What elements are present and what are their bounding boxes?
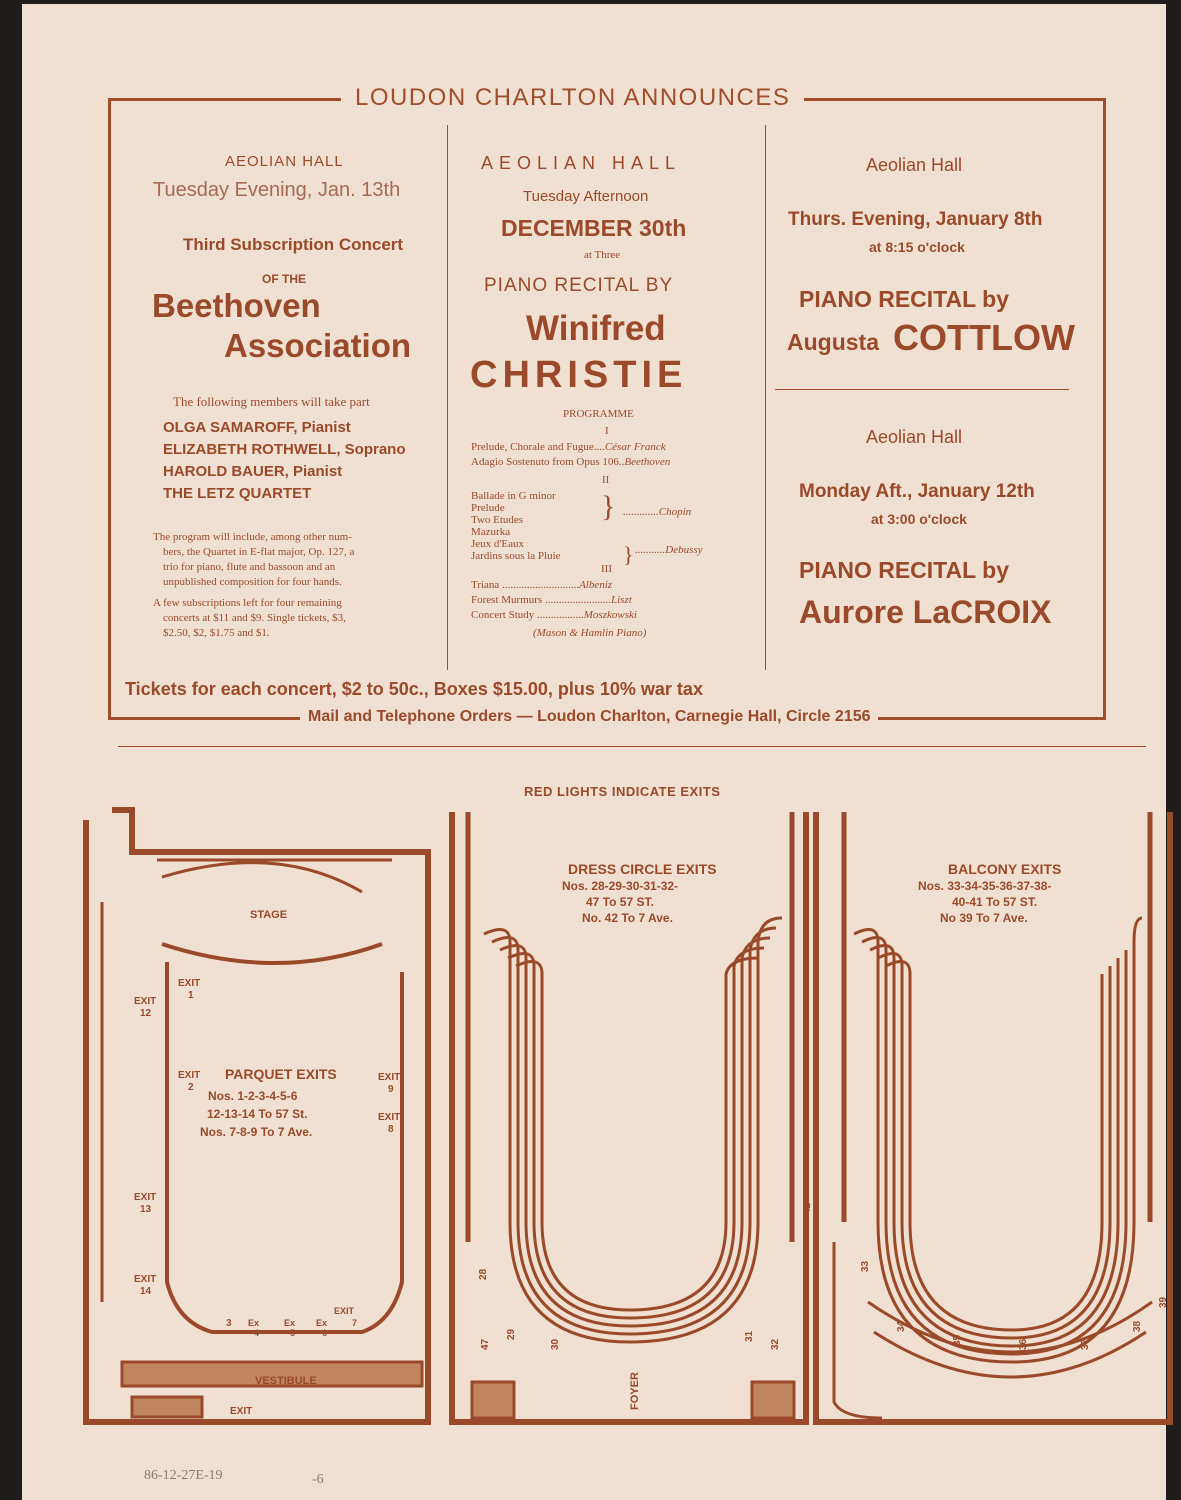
programme-item: Jeux d'Eaux (471, 538, 524, 550)
col1-member: OLGA SAMAROFF, Pianist (163, 419, 351, 436)
programme-item: Prelude (471, 502, 505, 514)
col2-recital: PIANO RECITAL BY (484, 275, 674, 296)
col3-artist1-last: COTTLOW (893, 317, 1075, 358)
col3-date1: Thurs. Evening, January 8th (788, 209, 1043, 230)
exit-number: 30 (550, 1338, 561, 1350)
col2-programme: PROGRAMME (563, 408, 634, 420)
programme-composer: ...........Debussy (635, 544, 703, 556)
exit-number: 14 (140, 1286, 152, 1297)
balcony-line: 40-41 To 57 ST. (952, 895, 1038, 909)
column-divider (765, 125, 766, 670)
dress-line: Nos. 28-29-30-31-32- (562, 879, 679, 893)
col3-divider (775, 389, 1069, 390)
exit-number: 8 (388, 1124, 394, 1135)
parquet-line: 12-13-14 To 57 St. (207, 1107, 308, 1121)
col2-hall: AEOLIAN HALL (481, 153, 682, 173)
col3-date2: Monday Aft., January 12th (799, 481, 1035, 502)
exit-number: 12 (140, 1008, 152, 1019)
exit-number: 39 (1158, 1296, 1169, 1308)
exit-number: 5 (290, 1328, 296, 1338)
programme-item: Adagio Sostenuto from Opus 106..Beethoven (471, 456, 671, 468)
vestibule-label: VESTIBULE (255, 1375, 317, 1387)
col1-date: Tuesday Evening, Jan. 13th (153, 179, 401, 201)
col3-artist1-first: Augusta (787, 329, 879, 355)
mail-orders: Mail and Telephone Orders — Loudon Charlton, Carnegie Hall, Circle 2156 (300, 708, 878, 726)
dress-title: DRESS CIRCLE EXITS (568, 861, 717, 877)
exit-number: 3 (226, 1318, 232, 1329)
col1-subs-line: concerts at $11 and $9. Single tickets, $3, (163, 612, 346, 624)
programme-composer: .............Chopin (623, 506, 692, 518)
balcony-line: No 39 To 7 Ave. (940, 911, 1028, 925)
exit-number: 2 (188, 1082, 194, 1093)
balcony-line: Nos. 33-34-35-36-37-38- (918, 879, 1052, 893)
col1-program-line: The program will include, among other num- (153, 531, 352, 543)
col2-time: at Three (584, 249, 621, 261)
exit-number: 36 (1018, 1338, 1029, 1350)
exit-number: 35 (952, 1334, 963, 1346)
foyer-label: FOYER (629, 1372, 641, 1410)
dress-line: No. 42 To 7 Ave. (582, 911, 673, 925)
announcement-header: LOUDON CHARLTON ANNOUNCES (341, 84, 804, 112)
exit-number: 29 (506, 1328, 517, 1340)
balcony-title: BALCONY EXITS (948, 861, 1062, 877)
col1-name2: Association (224, 327, 412, 364)
col2-last: CHRISTIE (470, 354, 688, 396)
col1-hall: AEOLIAN HALL (225, 153, 344, 170)
col1-members-intro: The following members will take part (173, 394, 370, 409)
plan-title: RED LIGHTS INDICATE EXITS (524, 784, 721, 799)
exit-number: 47 (480, 1338, 491, 1350)
col1-name1: Beethoven (152, 287, 321, 324)
exit-number: 1 (188, 990, 194, 1001)
stage-label: STAGE (250, 909, 288, 921)
exit-number: 34 (896, 1320, 907, 1332)
exit-label: EXIT (178, 978, 201, 989)
exit-label: EXIT (134, 1192, 157, 1203)
ticket-prices: Tickets for each concert, $2 to 50c., Boxes $15.00, plus 10% war tax (125, 679, 703, 699)
exit-label: EXIT (134, 996, 157, 1007)
handwritten-catalog-note: 86-12-27E-19 (144, 1468, 223, 1483)
col3-artist2: Aurore LaCROIX (799, 594, 1052, 630)
col2-part2: II (602, 474, 610, 486)
col3-time2: at 3:00 o'clock (871, 511, 967, 527)
exit-label: EXIT (178, 1070, 201, 1081)
exit-number: 4 (254, 1328, 260, 1338)
parquet-line: Nos. 1-2-3-4-5-6 (208, 1089, 298, 1103)
exit-number: 32 (770, 1338, 781, 1350)
programme-item: Forest Murmurs ........................Liszt (471, 594, 632, 606)
col3-time1: at 8:15 o'clock (869, 239, 965, 255)
exit-number: 6 (322, 1328, 328, 1338)
exit-label: EXIT (134, 1274, 157, 1285)
col1-concert: Third Subscription Concert (183, 235, 404, 254)
ex-label: Ex (248, 1318, 260, 1328)
col3-recital2: PIANO RECITAL by (799, 557, 1009, 583)
handwritten-page-note: -6 (312, 1472, 324, 1487)
col2-part1: I (605, 425, 609, 437)
col1-program-line: unpublished composition for four hands. (163, 576, 342, 588)
programme-item: Two Etudes (471, 514, 524, 526)
col2-piano: (Mason & Hamlin Piano) (533, 627, 647, 639)
parquet-title: PARQUET EXITS (225, 1066, 337, 1082)
programme-item: Prelude, Chorale and Fugue....César Franck (471, 441, 666, 453)
debussy-brace: } (623, 542, 634, 567)
col1-program-line: trio for piano, flute and bassoon and an (163, 561, 336, 573)
programme-item: Ballade in G minor (471, 490, 556, 502)
col2-part3: III (601, 563, 612, 575)
exit-number: 9 (388, 1084, 394, 1095)
exit-number: 38 (1132, 1320, 1143, 1332)
exit-number: 13 (140, 1204, 152, 1215)
programme-item: Triana ............................Albeniz (471, 579, 613, 591)
section-divider (118, 746, 1146, 747)
col1-subs-line: $2.50, $2, $1.75 and $1. (163, 627, 270, 639)
programme-item: Concert Study .................Moszkowski (471, 609, 637, 621)
parquet-exit-labels (134, 978, 400, 1417)
col1-of-the: OF THE (262, 272, 306, 286)
column-divider (447, 125, 448, 670)
exit-label: EXIT (378, 1072, 401, 1083)
col2-first: Winifred (526, 309, 666, 348)
col1-subs-line: A few subscriptions left for four remaining (153, 597, 342, 609)
program-page (22, 4, 1169, 1500)
col3-hall1: Aeolian Hall (866, 155, 963, 175)
programme-item: Jardins sous la Pluie (471, 550, 561, 562)
col2-date: DECEMBER 30th (501, 215, 687, 241)
col3-hall2: Aeolian Hall (866, 427, 963, 447)
ex-label: Ex (284, 1318, 296, 1328)
exit-number: 31 (744, 1330, 755, 1342)
exit-label: EXIT (230, 1406, 253, 1417)
col1-member: ELIZABETH ROTHWELL, Soprano (163, 441, 406, 458)
exit-label: EXIT (378, 1112, 401, 1123)
exit-number: 28 (478, 1268, 489, 1280)
exit-label: EXIT (334, 1306, 355, 1316)
chopin-brace: } (601, 490, 616, 523)
programme-item: Mazurka (471, 526, 511, 538)
seating-plan (62, 802, 1169, 1432)
col3-recital1: PIANO RECITAL by (799, 286, 1009, 312)
exit-number: 42 (802, 1202, 813, 1214)
exit-number: 37 (1080, 1338, 1091, 1350)
col1-member: THE LETZ QUARTET (163, 485, 312, 502)
ex-label: Ex (316, 1318, 328, 1328)
col2-when: Tuesday Afternoon (523, 188, 649, 205)
col1-program-line: bers, the Quartet in E-flat major, Op. 127, a (163, 546, 355, 558)
announcement-box (108, 84, 1106, 720)
col1-member: HAROLD BAUER, Pianist (163, 463, 343, 480)
parquet-line: Nos. 7-8-9 To 7 Ave. (200, 1125, 313, 1139)
exit-number: 7 (352, 1318, 358, 1328)
dress-line: 47 To 57 ST. (586, 895, 654, 909)
exit-number: 33 (860, 1260, 871, 1272)
